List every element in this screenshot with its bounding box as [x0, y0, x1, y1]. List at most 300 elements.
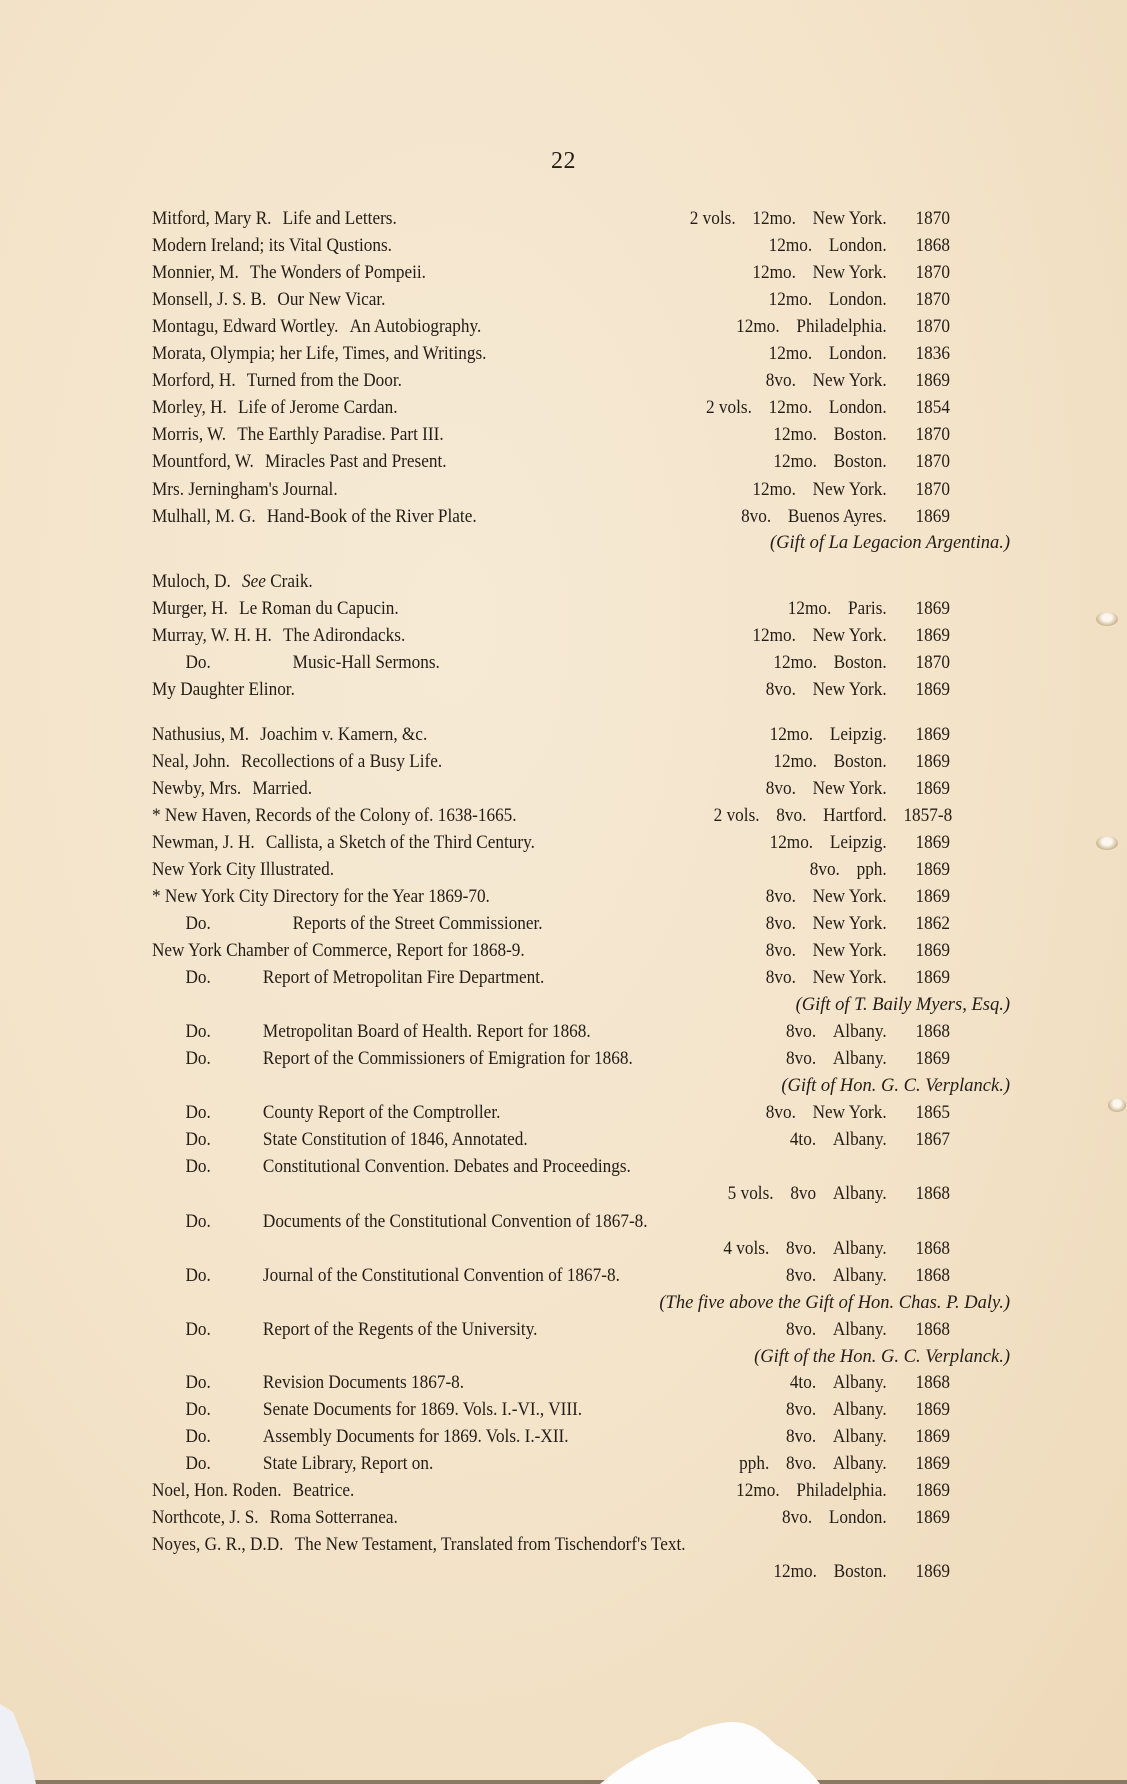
entry-place: New York.	[812, 680, 887, 700]
entry-year: 1870	[915, 452, 950, 472]
entry-text	[152, 776, 312, 802]
entry-author: Muloch, D.	[152, 572, 231, 592]
entry-imprint	[769, 287, 950, 313]
entry-text	[152, 830, 535, 856]
entry-imprint	[741, 504, 950, 530]
entry-title: Roma Sotterranea.	[269, 1508, 398, 1528]
entry-imprint	[773, 449, 950, 475]
entry-title: Report of the Regents of the University.	[262, 1320, 538, 1340]
catalogue-entry	[152, 803, 953, 829]
entry-format: 8vo.	[786, 1427, 817, 1447]
entry-title: Documents of the Constitutional Convention of 1867-8.	[262, 1212, 648, 1232]
entry-text	[152, 677, 295, 703]
entry-imprint	[786, 1263, 950, 1289]
catalogue-entry	[152, 911, 950, 937]
entry-format: 8vo.	[782, 1508, 813, 1528]
entry-place: Albany.	[832, 1320, 887, 1340]
entry-imprint	[766, 911, 950, 937]
entry-imprint	[752, 260, 950, 286]
catalogue-entry	[152, 368, 950, 394]
entry-place: London.	[828, 398, 887, 418]
entry-format: 12mo.	[773, 752, 817, 772]
entry-year: 1869	[915, 833, 950, 853]
entry-place: New York.	[812, 941, 887, 961]
entry-format: 12mo.	[768, 344, 813, 364]
entry-title: * New Haven, Records of the Colony of. 1638-1665.	[152, 806, 517, 826]
binding-hole	[1108, 1098, 1126, 1112]
entry-title: Metropolitan Board of Health. Report for 1868.	[262, 1022, 591, 1042]
entry-place: New York.	[812, 371, 887, 391]
entry-format: 12mo.	[773, 653, 817, 673]
entry-text	[152, 623, 405, 649]
entry-year: 1854	[915, 398, 950, 418]
entry-format: 8vo.	[765, 779, 796, 799]
entry-title: Life of Jerome Cardan.	[238, 398, 398, 418]
entry-title: Callista, a Sketch of the Third Century.	[265, 833, 535, 853]
catalogue-entry	[152, 1154, 950, 1180]
entry-author: Do.	[185, 1427, 211, 1447]
entry-imprint	[752, 477, 950, 503]
entry-place: Philadelphia.	[796, 317, 887, 337]
entry-author: Mulhall, M. G.	[152, 507, 256, 527]
entry-volumes: pph.	[739, 1454, 770, 1474]
catalogue-entry	[152, 1532, 950, 1558]
entry-year: 1869	[915, 680, 950, 700]
entry-author: Do.	[185, 1157, 211, 1177]
see-reference: See	[242, 572, 266, 592]
entry-imprint	[739, 1451, 950, 1477]
entry-place: Leipzig.	[829, 833, 887, 853]
entry-format: 12mo.	[768, 290, 813, 310]
entry-author: Do.	[185, 914, 211, 934]
catalogue-entry	[152, 776, 950, 802]
entry-place: New York.	[812, 1103, 887, 1123]
entry-year: 1870	[915, 480, 950, 500]
entry-format: 8vo.	[765, 1103, 796, 1123]
entry-place: New York.	[812, 887, 887, 907]
entry-text	[152, 1424, 569, 1450]
entry-author: Montagu, Edward Wortley.	[152, 317, 339, 337]
entry-author: Murray, W. H. H.	[152, 626, 272, 646]
entry-title: Mrs. Jerningham's Journal.	[152, 480, 338, 500]
entry-imprint	[766, 368, 950, 394]
entry-place: Paris.	[847, 599, 887, 619]
entry-volumes: 2 vols.	[706, 398, 752, 418]
entry-author: Do.	[185, 1103, 211, 1123]
entry-format: 12mo.	[752, 626, 796, 646]
entry-text	[152, 1263, 620, 1289]
entry-year: 1869	[915, 1049, 950, 1069]
catalogue-entry	[152, 206, 950, 232]
catalogue-entry	[152, 1451, 950, 1477]
entry-title: New York Chamber of Commerce, Report for 1868-9.	[152, 941, 525, 961]
entry-text	[152, 1317, 537, 1343]
entry-title: Morata, Olympia; her Life, Times, and Writings.	[152, 344, 487, 364]
entry-author: Morley, H.	[152, 398, 227, 418]
entry-year: 1867	[915, 1130, 950, 1150]
entry-format: 8vo.	[765, 887, 796, 907]
entry-imprint	[769, 233, 950, 259]
binding-hole	[1096, 612, 1118, 626]
catalogue-entry	[152, 1019, 950, 1045]
entry-title: Music-Hall Sermons.	[292, 653, 440, 673]
entry-imprint	[770, 722, 950, 748]
entry-title: Senate Documents for 1869. Vols. I.-VI., VIII.	[262, 1400, 583, 1420]
entry-format: 12mo.	[752, 480, 796, 500]
entry-format: 12mo.	[768, 398, 813, 418]
entry-author: Do.	[185, 653, 211, 673]
entry-title: State Constitution of 1846, Annotated.	[262, 1130, 528, 1150]
entry-imprint	[773, 749, 950, 775]
entry-place: pph.	[856, 860, 887, 880]
entry-year: 1862	[915, 914, 950, 934]
entry-text	[152, 596, 399, 622]
entry-format: 8vo.	[786, 1320, 817, 1340]
entry-author: Morford, H.	[152, 371, 236, 391]
entry-imprint	[786, 1317, 950, 1343]
entry-text	[152, 1127, 528, 1153]
entry-volumes: 2 vols.	[689, 209, 736, 229]
entry-year: 1868	[915, 236, 950, 256]
entry-text	[152, 477, 338, 503]
entry-place: London.	[828, 344, 887, 364]
entry-imprint	[788, 596, 950, 622]
entry-place: Hartford.	[823, 806, 887, 826]
entry-imprint	[786, 1397, 950, 1423]
entry-title: Assembly Documents for 1869. Vols. I.-XII.	[262, 1427, 569, 1447]
entry-imprint	[786, 1424, 950, 1450]
entry-year: 1870	[915, 209, 950, 229]
entry-text	[152, 260, 426, 286]
binding-hole	[1096, 836, 1118, 850]
entry-continuation	[152, 1559, 950, 1585]
entry-text	[152, 569, 313, 595]
entry-imprint	[782, 1505, 950, 1531]
entry-imprint	[766, 938, 950, 964]
entry-format: 8vo.	[765, 968, 796, 988]
entry-format: 8vo.	[765, 941, 796, 961]
entry-title: Hand-Book of the River Plate.	[266, 507, 477, 527]
entry-format: 8vo.	[765, 914, 796, 934]
entry-text	[152, 1478, 354, 1504]
entry-author: Do.	[185, 1373, 211, 1393]
entry-place: New York.	[812, 968, 887, 988]
entry-author: Do.	[185, 1049, 211, 1069]
entry-format: 12mo.	[768, 236, 813, 256]
entry-text	[152, 1370, 464, 1396]
entry-author: Newby, Mrs.	[152, 779, 242, 799]
entry-year: 1869	[915, 887, 950, 907]
entry-year: 1870	[915, 653, 950, 673]
entry-year: 1869	[915, 1454, 950, 1474]
entry-title: Joachim v. Kamern, &c.	[260, 725, 428, 745]
entry-title: Miracles Past and Present.	[264, 452, 447, 472]
entry-year: 1868	[915, 1320, 950, 1340]
entry-year: 1869	[915, 507, 950, 527]
entry-imprint	[766, 776, 950, 802]
entry-volumes: 5 vols.	[727, 1184, 774, 1204]
entry-year: 1869	[915, 1562, 950, 1582]
entry-imprint	[706, 395, 950, 421]
entry-author: Mitford, Mary R.	[152, 209, 272, 229]
catalogue-entry	[152, 1100, 950, 1126]
entry-text	[152, 1154, 631, 1180]
entry-place: Buenos Ayres.	[787, 507, 887, 527]
entry-imprint	[736, 1478, 950, 1504]
entry-volumes: 2 vols.	[713, 806, 760, 826]
entry-place: New York.	[812, 480, 887, 500]
catalogue-entry	[152, 677, 950, 703]
entry-place: Albany.	[832, 1266, 887, 1286]
entry-format: 12mo.	[736, 1481, 780, 1501]
entry-format: 8vo	[790, 1184, 817, 1204]
entry-text	[152, 911, 543, 937]
entry-imprint	[766, 1100, 950, 1126]
entry-title: State Library, Report on.	[262, 1454, 434, 1474]
entry-place: London.	[828, 236, 887, 256]
entry-format: 12mo.	[773, 1562, 817, 1582]
entry-format: 8vo.	[776, 806, 807, 826]
entry-format: 12mo.	[752, 263, 796, 283]
entry-place: New York.	[812, 779, 887, 799]
entry-place: Boston.	[833, 653, 887, 673]
entry-text	[152, 1532, 686, 1558]
entry-title: Le Roman du Capucin.	[239, 599, 399, 619]
catalogue-entry	[152, 504, 950, 530]
entry-year: 1869	[915, 599, 950, 619]
entry-place: New York.	[812, 209, 887, 229]
entry-year: 1869	[915, 941, 950, 961]
catalogue-entry	[152, 1505, 950, 1531]
entry-continuation	[152, 1181, 950, 1207]
entry-place: New York.	[812, 914, 887, 934]
entry-year: 1869	[915, 860, 950, 880]
catalogue-entry	[152, 341, 950, 367]
entry-text	[152, 1019, 591, 1045]
entry-text	[152, 233, 392, 259]
entry-text	[152, 1100, 500, 1126]
entry-author: Do.	[185, 1320, 211, 1340]
entry-title: Life and Letters.	[282, 209, 397, 229]
entry-text	[152, 1209, 648, 1235]
entry-author: Noyes, G. R., D.D.	[152, 1535, 284, 1555]
entry-text	[152, 368, 402, 394]
catalogue-entry	[152, 830, 950, 856]
entry-place: Albany.	[832, 1184, 887, 1204]
entry-imprint	[770, 830, 950, 856]
catalogue-entry	[152, 965, 950, 991]
entry-author: Nathusius, M.	[152, 725, 250, 745]
entry-format: 12mo.	[773, 452, 817, 472]
gift-note: (Gift of T. Baily Myers, Esq.)	[795, 995, 1010, 1015]
entry-place: Albany.	[832, 1049, 887, 1069]
catalogue-entry	[152, 1424, 950, 1450]
entry-text	[152, 1505, 398, 1531]
entry-title: The Wonders of Pompeii.	[249, 263, 426, 283]
entry-imprint	[728, 1181, 950, 1207]
entry-title: My Daughter Elinor.	[152, 680, 295, 700]
entry-text	[152, 1397, 582, 1423]
entry-year: 1865	[915, 1103, 950, 1123]
entry-format: 8vo.	[786, 1400, 817, 1420]
gift-note: (Gift of La Legacion Argentina.)	[770, 533, 1010, 553]
entry-author: Do.	[185, 1266, 211, 1286]
entry-format: 8vo.	[786, 1454, 817, 1474]
entry-text	[152, 803, 517, 829]
entry-title: Journal of the Constitutional Convention of 1867-8.	[262, 1266, 620, 1286]
entry-title: Report of Metropolitan Fire Department.	[262, 968, 545, 988]
entry-text	[152, 857, 334, 883]
entry-author: Noel, Hon. Roden.	[152, 1481, 282, 1501]
entry-place: Boston.	[833, 1562, 887, 1582]
entry-text	[152, 884, 490, 910]
entry-format: 8vo.	[786, 1049, 817, 1069]
entry-text	[152, 1451, 433, 1477]
entry-imprint	[736, 314, 950, 340]
entry-title: County Report of the Comptroller.	[262, 1103, 501, 1123]
entry-format: 8vo.	[741, 507, 772, 527]
entry-author: Murger, H.	[152, 599, 228, 619]
catalogue-entry	[152, 260, 950, 286]
catalogue-entry	[152, 233, 950, 259]
page-bottom-edge	[0, 1780, 1127, 1784]
catalogue-entry	[152, 1263, 950, 1289]
catalogue-entry	[152, 650, 950, 676]
entry-imprint	[773, 422, 950, 448]
entry-text	[152, 965, 544, 991]
entry-year: 1869	[915, 725, 950, 745]
entry-format: 4to.	[789, 1373, 817, 1393]
catalogue-entry	[152, 1317, 950, 1343]
entry-text	[152, 504, 477, 530]
entry-title: * New York City Directory for the Year 1869-70.	[152, 887, 490, 907]
entry-format: 8vo.	[765, 371, 796, 391]
entry-text	[152, 314, 481, 340]
entry-text	[152, 449, 447, 475]
entry-year: 1870	[915, 425, 950, 445]
entry-title: Craik.	[270, 572, 313, 592]
catalogue-entry	[152, 1209, 950, 1235]
catalogue-entry	[152, 314, 950, 340]
entry-imprint	[810, 857, 950, 883]
catalogue-entry	[152, 1127, 950, 1153]
entry-text	[152, 1046, 633, 1072]
entry-imprint	[690, 206, 950, 232]
entry-author: Mountford, W.	[152, 452, 254, 472]
entry-place: Albany.	[832, 1427, 887, 1447]
entry-place: Albany.	[832, 1130, 887, 1150]
entry-year: 1869	[915, 779, 950, 799]
catalogue-entry	[152, 623, 950, 649]
entry-format: 8vo.	[786, 1239, 817, 1259]
catalogue-entry	[152, 395, 950, 421]
entry-continuation	[152, 1236, 950, 1262]
entry-volumes: 4 vols.	[723, 1239, 770, 1259]
entry-text	[152, 422, 444, 448]
entry-title: Report of the Commissioners of Emigration for 1868.	[262, 1049, 633, 1069]
entry-author: Do.	[185, 1212, 211, 1232]
entry-author: Morris, W.	[152, 425, 227, 445]
entry-title: The Earthly Paradise. Part III.	[237, 425, 444, 445]
page-number: 22	[551, 148, 576, 174]
entry-year: 1869	[915, 968, 950, 988]
entry-imprint	[766, 884, 950, 910]
entry-title: Recollections of a Busy Life.	[241, 752, 443, 772]
catalogue-entry	[152, 938, 950, 964]
entry-format: 12mo.	[773, 425, 817, 445]
entry-author: Do.	[185, 1454, 211, 1474]
entry-format: 12mo.	[769, 725, 814, 745]
gift-note: (Gift of the Hon. G. C. Verplanck.)	[754, 1347, 1010, 1367]
entry-year: 1869	[915, 1481, 950, 1501]
entry-year: 1869	[915, 1400, 950, 1420]
entry-author: Do.	[185, 968, 211, 988]
entry-imprint	[773, 1559, 950, 1585]
entry-imprint	[786, 1046, 950, 1072]
entry-place: Albany.	[832, 1400, 887, 1420]
entry-format: 8vo.	[765, 680, 796, 700]
entry-year: 1870	[915, 317, 950, 337]
entry-year: 1870	[915, 290, 950, 310]
catalogue-entry	[152, 1370, 950, 1396]
catalogue-entry	[152, 477, 950, 503]
entry-text	[152, 341, 486, 367]
entry-author: Newman, J. H.	[152, 833, 255, 853]
entry-place: Albany.	[832, 1454, 887, 1474]
entry-imprint	[769, 341, 950, 367]
entry-text	[152, 650, 440, 676]
catalogue-entry	[152, 749, 950, 775]
catalogue-entry	[152, 884, 950, 910]
entry-year: 1868	[915, 1239, 950, 1259]
entry-author: Do.	[185, 1022, 211, 1042]
entry-place: Boston.	[833, 425, 887, 445]
catalogue-entry	[152, 569, 950, 595]
entry-format: 8vo.	[809, 860, 840, 880]
entry-author: Monnier, M.	[152, 263, 239, 283]
entry-author: Monsell, J. S. B.	[152, 290, 267, 310]
catalogue-entry	[152, 287, 950, 313]
entry-imprint	[766, 965, 950, 991]
catalogue-entry	[152, 449, 950, 475]
entry-year: 1870	[915, 263, 950, 283]
catalogue-entry	[152, 596, 950, 622]
entry-format: 8vo.	[786, 1022, 817, 1042]
entry-author: Northcote, J. S.	[152, 1508, 259, 1528]
entry-year: 1869	[915, 752, 950, 772]
entry-text	[152, 287, 385, 313]
entry-place: Albany.	[832, 1022, 887, 1042]
entry-title: The Adirondacks.	[282, 626, 406, 646]
entry-place: Philadelphia.	[796, 1481, 887, 1501]
entry-author: Neal, John.	[152, 752, 230, 772]
entry-year: 1868	[915, 1266, 950, 1286]
entry-format: 12mo.	[769, 833, 814, 853]
entry-title: Reports of the Street Commissioner.	[292, 914, 543, 934]
entry-imprint	[766, 677, 950, 703]
entry-format: 12mo.	[752, 209, 796, 229]
entry-format: 4to.	[789, 1130, 817, 1150]
entry-title: An Autobiography.	[349, 317, 482, 337]
entry-year: 1868	[915, 1022, 950, 1042]
catalogue-entry	[152, 422, 950, 448]
entry-year: 1869	[915, 626, 950, 646]
entry-imprint	[713, 803, 953, 829]
entry-place: Leipzig.	[829, 725, 887, 745]
entry-imprint	[752, 623, 950, 649]
catalogue-entry	[152, 857, 950, 883]
entry-place: Albany.	[832, 1373, 887, 1393]
